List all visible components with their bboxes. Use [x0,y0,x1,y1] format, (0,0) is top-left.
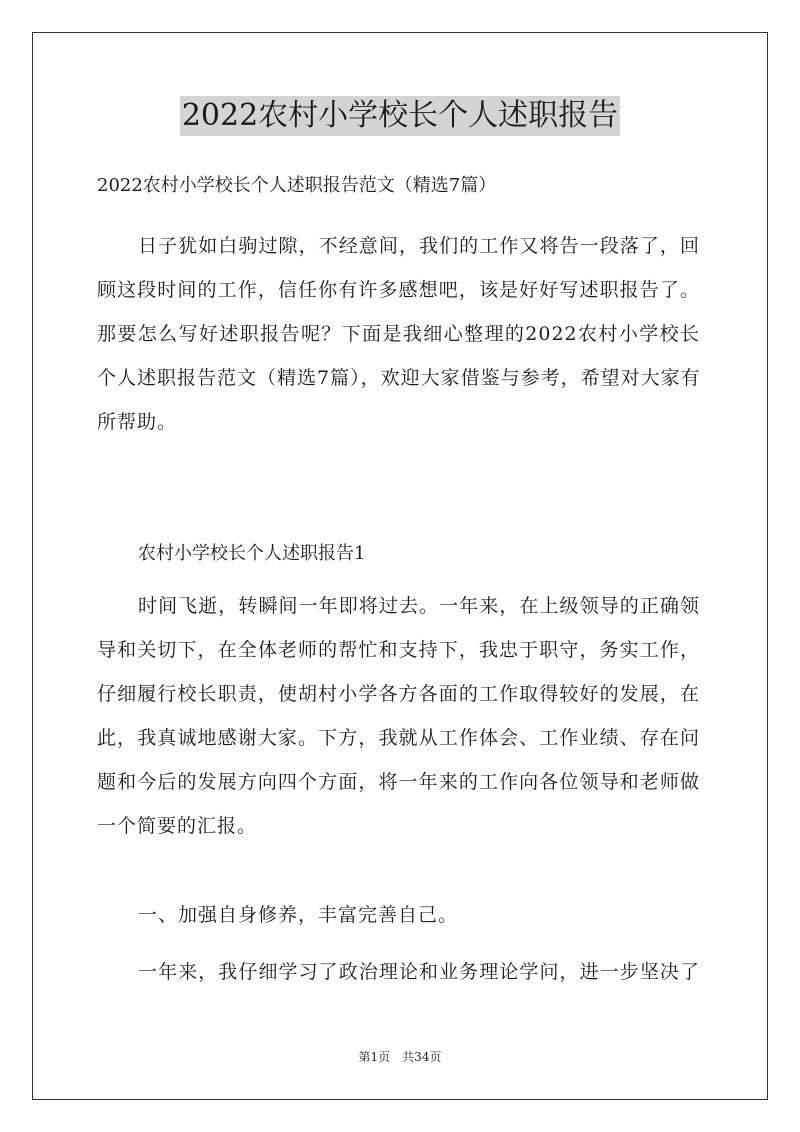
body-paragraph [97,584,700,848]
paragraph-line: 时间飞逝，转瞬间一年即将过去。一年来，在上级领导的正确领 [138,595,700,617]
paragraph-line: 日子犹如白驹过隙，不经意间，我们的工作又将告一段落了，回 [138,235,700,257]
paragraph-line: 那要怎么写好述职报告呢？下面是我细心整理的2022农村小学校长 [97,323,700,345]
document-subtitle: 2022农村小学校长个人述职报告范文（精选7篇） [97,175,497,196]
paragraph-line: 导和关切下，在全体老师的帮忙和支持下，我忠于职守，务实工作， [97,639,700,661]
point-heading: 一、加强自身修养，丰富完善自己。 [138,904,459,926]
paragraph-line: 个人述职报告范文（精选7篇），欢迎大家借鉴与参考，希望对大家有 [97,367,701,389]
paragraph-line: 仔细履行校长职责，使胡村小学各方各面的工作取得较好的发展，在 [97,683,700,705]
point-one-paragraph [97,893,700,937]
continuation-paragraph [97,950,700,994]
paragraph-line: 此，我真诚地感谢大家。下方，我就从工作体会、工作业绩、存在问 [97,727,700,749]
paragraph-line: 题和今后的发展方向四个方面，将一年来的工作向各位领导和老师做 [97,771,700,793]
title-block [0,96,800,136]
intro-paragraph [97,224,700,444]
paragraph-line: 一个简要的汇报。 [97,815,258,837]
paragraph-line: 所帮助。 [97,411,178,433]
paragraph-line: 一年来，我仔细学习了政治理论和业务理论学问，进一步坚决了 [138,961,700,983]
page-footer: 第1页 共34页 [358,1050,442,1064]
document-title: 2022农村小学校长个人述职报告 [180,96,620,136]
paragraph-line: 顾这段时间的工作，信任你有许多感想吧，该是好好写述职报告了。 [97,279,700,301]
section-heading: 农村小学校长个人述职报告1 [138,543,366,564]
